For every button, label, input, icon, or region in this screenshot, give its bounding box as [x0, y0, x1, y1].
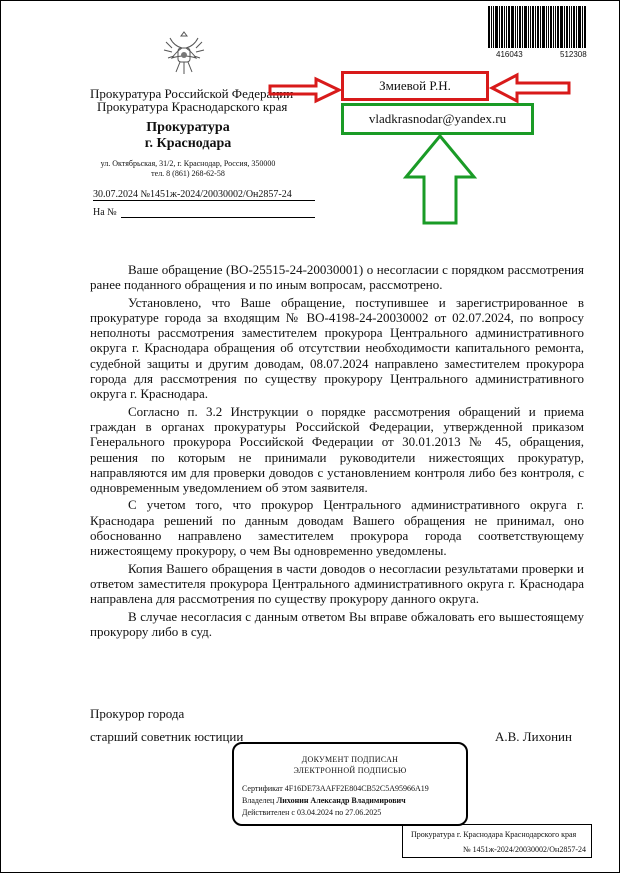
barcode-bar: [532, 6, 534, 48]
paragraph-3: Согласно п. 3.2 Инструкции о порядке рассмотрения обращений и приема граждан в органах прокуратуры Российской Федерации, утвержденной приказом Генерального прокурора Российской Федерации от 30.01.2013 № 45, обращения, решения по которым не принимали руководители нижестоящих прокуратур, направляются им для проверки доводов с установлением контроля либо без контроля, с одновременным уведомлением об этом заявителя.: [90, 403, 584, 496]
barcode-number-left: 416043: [496, 50, 523, 59]
barcode-bar: [491, 6, 492, 48]
org-line-1: Прокуратура Российской Федерации: [90, 86, 294, 101]
red-arrow-left-icon: [489, 72, 571, 104]
paragraph-5: Копия Вашего обращения в части доводов о несогласии результатами проверки и ответом заместителя прокурора Центрального административного округа г. Краснодара направлена для рассмотрения по существу прокурору данного округа.: [90, 560, 584, 607]
recipient-name: Змиевой Р.Н.: [379, 78, 451, 93]
footer-registration-box: [402, 824, 592, 858]
barcode-bar: [553, 6, 554, 48]
red-arrow-right-icon: [268, 76, 342, 104]
stamp-certificate: Сертификат 4F16DE73AAFF2E804CB52C5A95966A19: [242, 784, 429, 793]
letter-body: [90, 262, 584, 641]
barcode-bar: [576, 6, 577, 48]
barcode-bar: [499, 6, 500, 48]
barcode-bar: [564, 6, 565, 48]
signatory-rank: старший советник юстиции: [90, 729, 244, 744]
e-signature-stamp: [232, 742, 468, 826]
footer-line-2: № 1451ж-2024/20030002/Он2857-24: [463, 845, 586, 854]
phone-line: тел. 8 (861) 268-62-58: [151, 169, 225, 178]
stamp-owner: Владелец Лихонин Александр Владимирович: [242, 796, 406, 805]
paragraph-4: С учетом того, что прокурор Центрального административного округа г. Краснодара решений по данным доводам Вашего обращения не принимал, оно обоснованно направлено заместителем прокурора города соответствующему нижестоящему прокурору, о чем Вы одновременно уведомлены.: [90, 497, 584, 559]
barcode-bar: [493, 6, 494, 48]
org-bold-1: Прокуратура: [146, 120, 230, 135]
barcode-number-right: 512308: [560, 50, 587, 59]
barcode-bar: [535, 6, 536, 48]
recipient-email: vladkrasnodar@yandex.ru: [368, 111, 507, 126]
barcode-bar: [501, 6, 503, 48]
barcode-bar: [571, 6, 572, 48]
barcode-bar: [506, 6, 507, 48]
barcode-bar: [582, 6, 583, 48]
recipient-name-box: [341, 71, 489, 101]
barcode-bar: [557, 6, 559, 48]
signatory-name: А.В. Лихонин: [495, 729, 572, 744]
recipient-email-box: [341, 103, 534, 135]
barcode-bar: [488, 6, 490, 48]
barcode-bar: [524, 6, 527, 48]
barcode-bar: [548, 6, 549, 48]
barcode-bar: [542, 6, 545, 48]
barcode-bar: [511, 6, 514, 48]
stamp-title-2: ЭЛЕКТРОННОЙ ПОДПИСЬЮ: [293, 766, 407, 775]
registration-line: 30.07.2024 №1451ж-2024/20030002/Он2857-24: [93, 189, 315, 201]
barcode-bar: [528, 6, 529, 48]
barcode-bar: [504, 6, 505, 48]
org-bold-2: г. Краснодара: [144, 136, 232, 151]
barcode-bar: [546, 6, 547, 48]
green-arrow-up-icon: [402, 133, 478, 227]
barcode-bar: [537, 6, 539, 48]
barcode: [488, 6, 602, 48]
stamp-title-1: ДОКУМЕНТ ПОДПИСАН: [301, 755, 399, 764]
paragraph-6: В случае несогласия с данным ответом Вы вправе обжаловать его вышестоящему прокурору либо в суд.: [90, 608, 584, 639]
barcode-bar: [495, 6, 498, 48]
barcode-bar: [578, 6, 581, 48]
org-line-2: Прокуратура Краснодарского края: [97, 99, 288, 114]
barcode-bar: [508, 6, 510, 48]
stamp-validity: Действителен с 03.04.2024 по 27.06.2025: [242, 808, 382, 817]
barcode-bar: [560, 6, 563, 48]
coat-of-arms-icon: [160, 28, 208, 80]
barcode-bar: [522, 6, 523, 48]
barcode-bar: [584, 6, 586, 48]
paragraph-1: Ваше обращение (ВО-25515-24-20030001) о несогласии с порядком рассмотрения ранее поданного обращения и по иным вопросам, рассмотрено.: [90, 262, 584, 293]
barcode-bar: [530, 6, 531, 48]
barcode-bar: [569, 6, 570, 48]
address-line: ул. Октябрьская, 31/2, г. Краснодар, Россия, 350000: [100, 159, 276, 168]
barcode-bar: [515, 6, 516, 48]
barcode-bar: [573, 6, 575, 48]
reference-underline: [121, 217, 315, 218]
barcode-bar: [517, 6, 518, 48]
barcode-bar: [540, 6, 541, 48]
reference-label: На №: [93, 207, 117, 218]
signatory-position: Прокурор города: [90, 706, 185, 721]
paragraph-2: Установлено, что Ваше обращение, поступившее и зарегистрированное в прокуратуре города за входящим № ВО-4198-24-20030002 от 02.07.2024, по вопросу неполноты рассмотрения заместителем прокурора Центрального административного округа г. Краснодара обращения об отсутствии необходимости капитального ремонта, судебной защиты и другим доводам, 08.07.2024 направлено заместителем прокурора города для рассмотрения по существу прокурору Центрального административного округа г. Краснодара.: [90, 294, 584, 402]
barcode-bar: [550, 6, 552, 48]
footer-line-1: Прокуратура г. Краснодара Краснодарского края: [411, 830, 577, 839]
barcode-bar: [555, 6, 556, 48]
barcode-bar: [566, 6, 568, 48]
barcode-bar: [519, 6, 521, 48]
